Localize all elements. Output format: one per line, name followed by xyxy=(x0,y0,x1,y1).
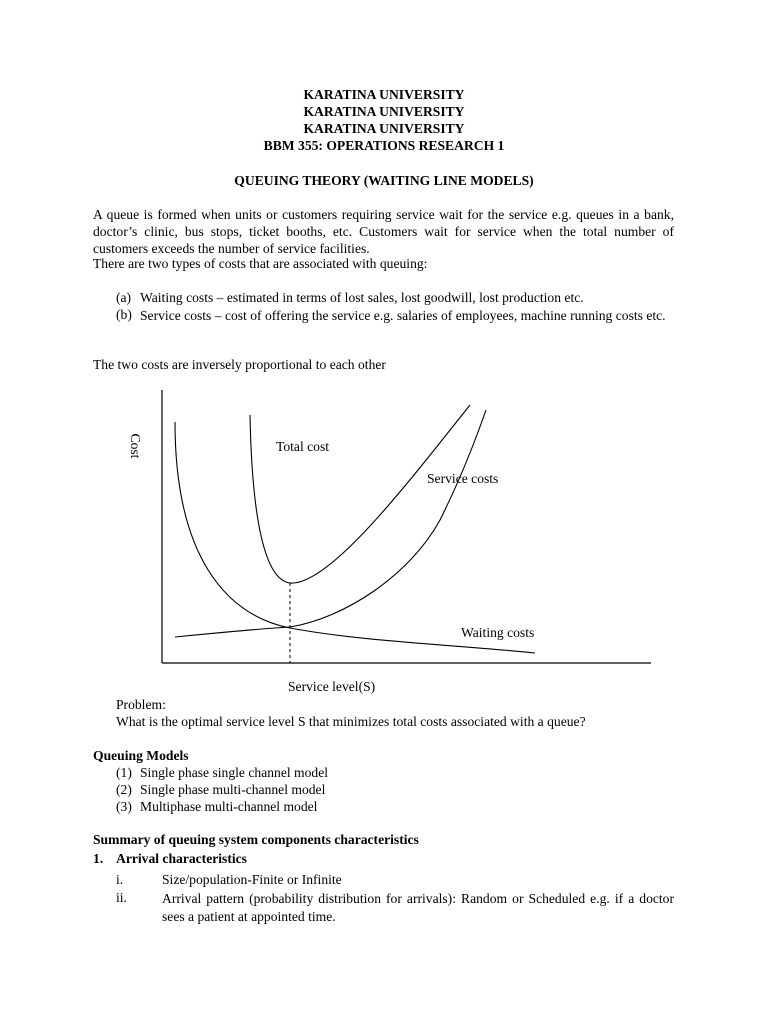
problem-question: What is the optimal service level S that minimizes total costs associated with a queue? xyxy=(116,714,586,729)
cost-item-waiting: Waiting costs – estimated in terms of lost sales, lost goodwill, lost production etc. xyxy=(140,290,584,305)
relation-sentence: The two costs are inversely proportional to each other xyxy=(93,357,386,372)
intro-paragraph: A queue is formed when units or customers requiring service wait for the service e.g. queues in a bank, doctor’s clinic, bus stops, ticket booths, etc. Customers wait for service when the total number of customers exceeds the number of service facilities. xyxy=(93,207,674,256)
total-cost-label: Total cost xyxy=(276,439,330,454)
model-item-2: Single phase multi-channel model xyxy=(140,782,326,797)
topic-title: QUEUING THEORY (WAITING LINE MODELS) xyxy=(234,173,534,188)
costs-intro: There are two types of costs that are associated with queuing: xyxy=(93,256,428,271)
models-title: Queuing Models xyxy=(93,748,189,763)
waiting-costs-curve xyxy=(175,422,535,653)
university-title-3: KARATINA UNIVERSITY xyxy=(303,121,465,136)
model-marker-2: (2) xyxy=(116,782,132,797)
section-1-title: Arrival characteristics xyxy=(116,851,247,866)
cost-marker-b: (b) xyxy=(116,307,132,322)
cost-item-service: Service costs – cost of offering the service e.g. salaries of employees, machine running costs etc. xyxy=(140,308,666,323)
course-title: BBM 355: OPERATIONS RESEARCH 1 xyxy=(263,138,505,153)
university-title-1: KARATINA UNIVERSITY xyxy=(303,87,465,102)
model-item-3: Multiphase multi-channel model xyxy=(140,799,318,814)
summary-marker-ii: ii. xyxy=(116,890,127,905)
problem-label: Problem: xyxy=(116,697,166,712)
summary-title: Summary of queuing system components characteristics xyxy=(93,832,419,847)
service-costs-label: Service costs xyxy=(427,471,499,486)
model-marker-1: (1) xyxy=(116,765,132,780)
summary-marker-i: i. xyxy=(116,872,124,887)
waiting-costs-label: Waiting costs xyxy=(461,625,535,640)
summary-item-ii: Arrival pattern (probability distribution for arrivals): Random or Scheduled e.g. if a doctor sees a patient at appointed time. xyxy=(162,891,674,924)
model-marker-3: (3) xyxy=(116,799,132,814)
summary-item-i: Size/population-Finite or Infinite xyxy=(162,872,342,887)
total-cost-curve xyxy=(250,405,470,583)
model-item-1: Single phase single channel model xyxy=(140,765,329,780)
y-axis-label: Cost xyxy=(128,433,143,459)
x-axis-label: Service level(S) xyxy=(288,679,376,694)
cost-marker-a: (a) xyxy=(116,290,132,305)
section-1-marker: 1. xyxy=(93,851,104,866)
university-title-2: KARATINA UNIVERSITY xyxy=(303,104,465,119)
